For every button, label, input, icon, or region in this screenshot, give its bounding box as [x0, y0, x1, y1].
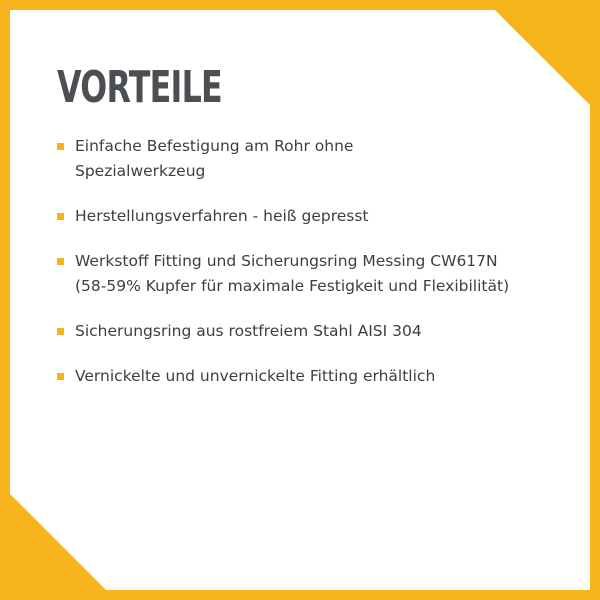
- list-item-line: (58-59% Kupfer für maximale Festigkeit und Flexibilität): [75, 277, 510, 295]
- page-title: VORTEILE: [57, 62, 222, 113]
- list-item: [57, 249, 577, 299]
- list-item: [57, 319, 577, 344]
- list-item-line: Einfache Befestigung am Rohr ohne: [75, 137, 354, 155]
- list-item: [57, 204, 577, 229]
- list-item-line: Herstellungsverfahren - heiß gepresst: [75, 207, 369, 225]
- list-item: [57, 134, 577, 184]
- square-bullet-icon: [57, 213, 64, 220]
- list-item-line: Vernickelte und unvernickelte Fitting erhältlich: [75, 367, 436, 385]
- square-bullet-icon: [57, 373, 64, 380]
- list-item-line: Werkstoff Fitting und Sicherungsring Messing CW617N: [75, 252, 498, 270]
- square-bullet-icon: [57, 143, 64, 150]
- list-item-line: Sicherungsring aus rostfreiem Stahl AISI 304: [75, 322, 422, 340]
- square-bullet-icon: [57, 328, 64, 335]
- feature-list: [57, 134, 577, 389]
- list-item-line: Spezialwerkzeug: [75, 162, 206, 180]
- square-bullet-icon: [57, 258, 64, 265]
- list-item: [57, 364, 577, 389]
